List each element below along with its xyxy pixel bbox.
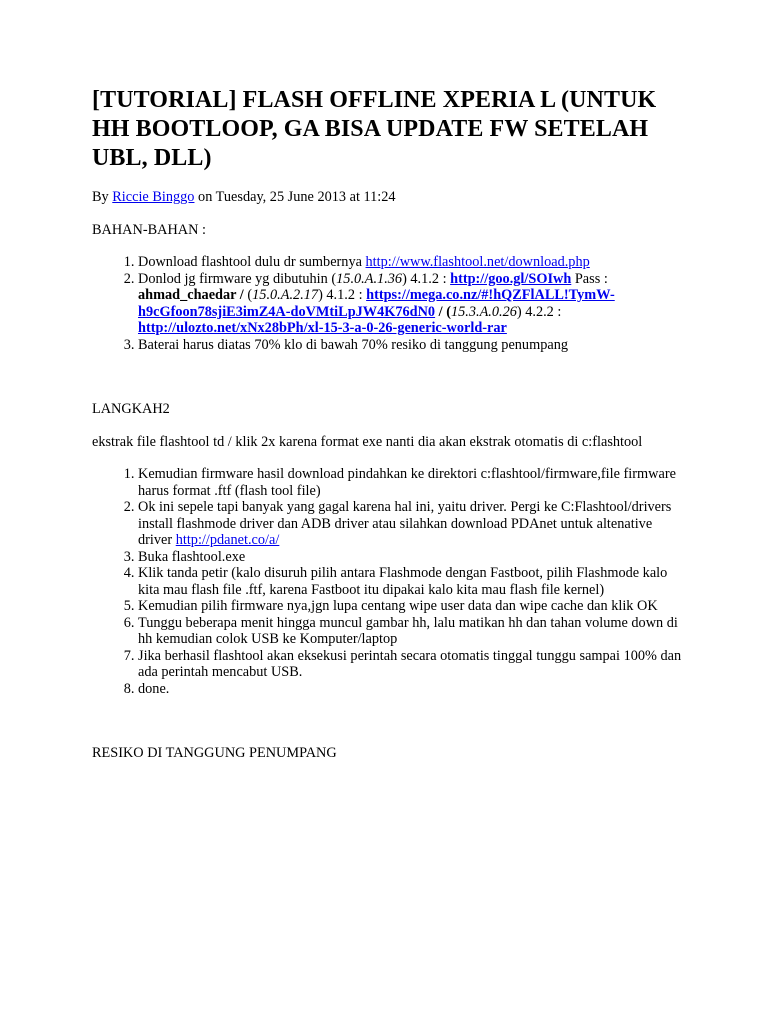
author-link[interactable]: Riccie Binggo bbox=[112, 189, 195, 205]
bahan-item-1-text: Download flashtool dulu dr sumbernya bbox=[138, 254, 366, 270]
bahan-item-2-text-5: ) 4.1.2 : bbox=[318, 287, 367, 303]
pdanet-link[interactable]: http://pdanet.co/a/ bbox=[175, 532, 280, 548]
step-2-text: Ok ini sepele tapi banyak yang gagal karena hal ini, yaitu driver. Pergi ke C:Flashtool/drivers install flashmode driver dan ADB driver atau silahkan download PDAnet untuk altenative driver bbox=[138, 499, 672, 548]
firmware-link-2[interactable]: https://mega.co.nz/#!hQZFlALL!TymW-h9cGfoon78sjiE3imZ4A-doVMtiLpJW4K76dN0 bbox=[138, 287, 615, 320]
bahan-item-2 bbox=[138, 271, 682, 337]
step-7: 7. Jika berhasil flashtool akan eksekusi perintah secara otomatis tinggal tunggu sampai 100% dan ada perintah mencabut USB. bbox=[138, 648, 682, 681]
firmware-password: ahmad_chaedar / bbox=[138, 287, 244, 303]
step-1: 1. Kemudian firmware hasil download pindahkan ke direktori c:flashtool/firmware,file firmware harus format .ftf (flash tool file) bbox=[138, 466, 682, 499]
langkah-intro: ekstrak file flashtool td / klik 2x karena format exe nanti dia akan ekstrak otomatis di c:flashtool bbox=[92, 433, 643, 450]
langkah-heading: LANGKAH2 bbox=[92, 401, 170, 417]
bahan-item-2-text-1: Donlod jg firmware yg dibutuhin ( bbox=[138, 270, 337, 287]
bahan-item-2-text-7: ) 4.2.2 : bbox=[516, 303, 562, 320]
step-2 bbox=[138, 499, 682, 549]
bahan-item-2-text-4: ( bbox=[243, 287, 253, 303]
step-8: 8. done. bbox=[138, 681, 682, 698]
bahan-item-2-text-2: ) 4.1.2 : bbox=[402, 270, 451, 287]
step-5: 5. Kemudian pilih firmware nya,jgn lupa centang wipe user data dan wipe cache dan klik OK bbox=[138, 598, 682, 615]
bahan-item-3: 3. Baterai harus diatas 70% klo di bawah 70% resiko di tanggung penumpang bbox=[138, 337, 682, 354]
langkah-list bbox=[92, 466, 682, 697]
bahan-list bbox=[92, 254, 682, 353]
step-6: 6. Tunggu beberapa menit hingga muncul gambar hh, lalu matikan hh dan tahan volume down di hh kemudian colok USB ke Komputer/laptop bbox=[138, 615, 682, 648]
firmware-link-1[interactable]: http://goo.gl/SOIwh bbox=[450, 270, 572, 287]
firmware-version-1: 15.0.A.1.36 bbox=[336, 270, 403, 287]
footer-disclaimer: RESIKO DI TANGGUNG PENUMPANG bbox=[92, 745, 337, 761]
flashtool-download-link[interactable]: http://www.flashtool.net/download.php bbox=[365, 254, 590, 270]
byline-date: on Tuesday, 25 June 2013 at 11:24 bbox=[194, 189, 396, 205]
step-4: 4. Klik tanda petir (kalo disuruh pilih antara Flashmode dengan Fastboot, pilih Flashmode kalo kita mau flash file .ftf, karena Fastboot itu dipakai kalo kita mau flash file kernel) bbox=[138, 565, 682, 598]
firmware-version-3: 15.3.A.0.26 bbox=[450, 303, 517, 320]
bahan-heading: BAHAN-BAHAN : bbox=[92, 221, 206, 238]
bahan-item-2-text-6: / ( bbox=[435, 303, 451, 320]
firmware-link-3[interactable]: http://ulozto.net/xNx28bPh/xl-15-3-a-0-26-generic-world-rar bbox=[138, 320, 507, 336]
firmware-version-2: 15.0.A.2.17 bbox=[252, 287, 319, 303]
byline-prefix: By bbox=[92, 189, 113, 205]
bahan-item-1 bbox=[138, 254, 682, 271]
document-page bbox=[92, 86, 682, 762]
bahan-item-2-text-3: Pass : bbox=[571, 270, 608, 287]
byline bbox=[92, 189, 682, 206]
page-title: [TUTORIAL] FLASH OFFLINE XPERIA L (UNTUK HH BOOTLOOP, GA BISA UPDATE FW SETELAH UBL, DLL) bbox=[92, 87, 657, 171]
step-3: 3. Buka flashtool.exe bbox=[138, 549, 682, 566]
